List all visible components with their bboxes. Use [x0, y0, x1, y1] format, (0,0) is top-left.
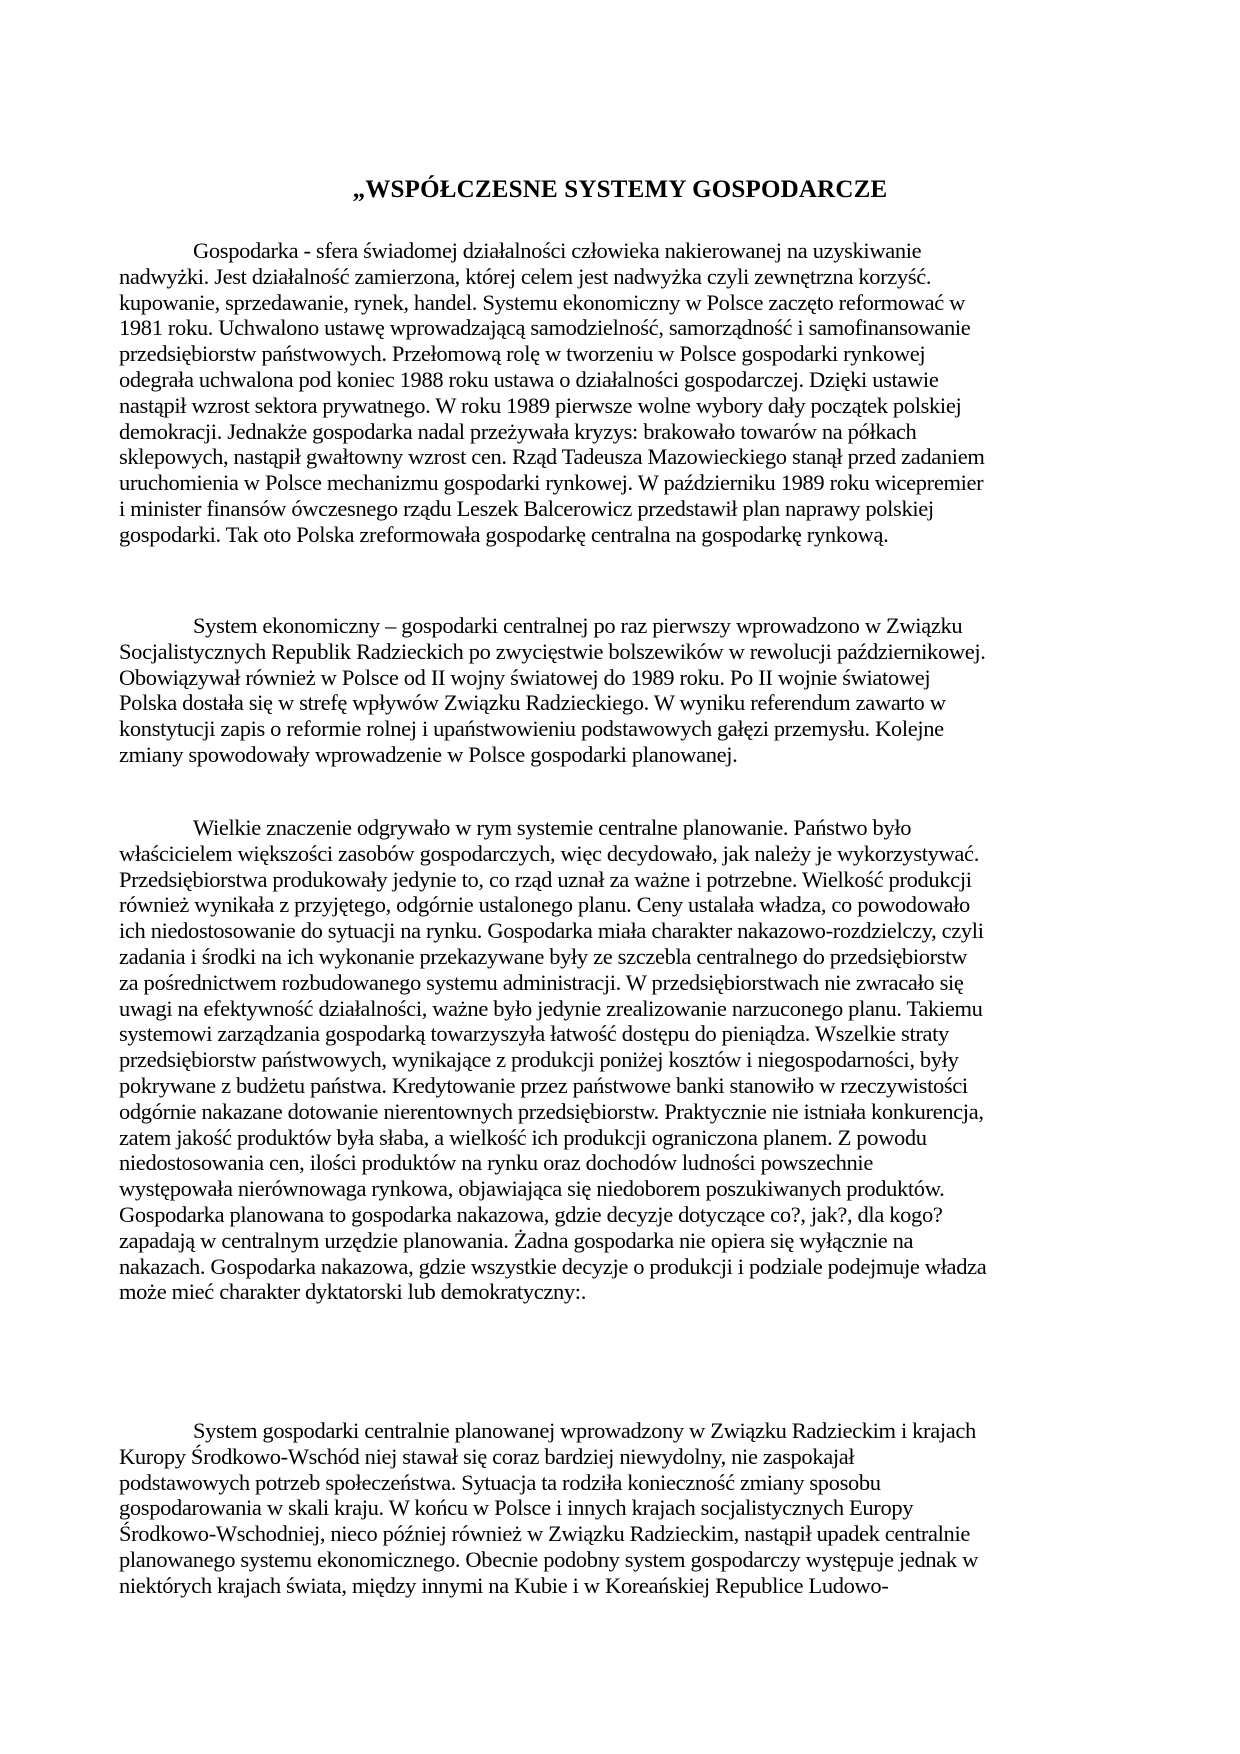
text-line: gospodarki. Tak oto Polska zreformowała gospodarkę centralna na gospodarkę rynkową. — [119, 521, 889, 547]
text-line: zatem jakość produktów była słaba, a wielkość ich produkcji ograniczona planem. Z powodu — [119, 1124, 927, 1150]
text-line: Wielkie znaczenie odgrywało w rym systemie centralne planowanie. Państwo było — [193, 815, 912, 840]
text-line: odgórnie nakazane dotowanie nierentownych przedsiębiorstw. Praktycznie nie istniała konkurencja, — [119, 1098, 984, 1124]
text-line: Socjalistycznych Republik Radzieckich po zwycięstwie bolszewików w rewolucji październikowej. — [119, 638, 986, 664]
text-line: przedsiębiorstw państwowych. Przełomową rolę w tworzeniu w Polsce gospodarki rynkowej — [119, 341, 926, 367]
text-line: nakazach. Gospodarka nakazowa, gdzie wszystkie decyzje o produkcji i podziale podejmuje władza — [119, 1253, 987, 1279]
text-line: konstytucji zapis o reformie rolnej i upaństwowieniu podstawowych gałęzi przemysłu. Kolejne — [119, 716, 944, 742]
text-line: planowanego systemu ekonomicznego. Obecnie podobny system gospodarczy występuje jednak w — [119, 1546, 978, 1572]
text-line: ich niedostosowanie do sytuacji na rynku. Gospodarka miała charakter nakazowo-rozdzielczy, czyli — [119, 918, 984, 944]
document-title: „WSPÓŁCZESNE SYSTEMY GOSPODARCZE — [352, 176, 888, 203]
text-line: zapadają w centralnym urzędzie planowania. Żadna gospodarka nie opiera się wyłącznie na — [119, 1227, 914, 1253]
text-line: Obowiązywał również w Polsce od II wojny światowej do 1989 roku. Po II wojnie światowej — [119, 664, 931, 690]
text-line: zmiany spowodowały wprowadzenie w Polsce gospodarki planowanej. — [119, 741, 738, 767]
paragraph-upadek-systemu — [119, 1418, 1129, 1599]
text-line: demokracji. Jednakże gospodarka nadal przeżywała kryzys: brakowało towarów na półkach — [119, 418, 917, 444]
text-line: i minister finansów ówczesnego rządu Leszek Balcerowicz przedstawił plan naprawy polskiej — [119, 495, 934, 521]
text-line: zadania i środki na ich wykonanie przekazywane były ze szczebla centralnego do przedsiębiorstw — [119, 943, 967, 969]
text-line: sklepowych, nastąpił gwałtowny wzrost cen. Rząd Tadeusza Mazowieckiego stanął przed zadaniem — [119, 444, 985, 470]
text-line: przedsiębiorstw państwowych, wynikające z produkcji poniżej kosztów i niegospodarności, były — [119, 1047, 959, 1073]
text-line: Polska dostała się w strefę wpływów Związku Radzieckiego. W wyniku referendum zawarto w — [119, 690, 946, 716]
text-line: Środkowo-Wschodniej, nieco później również w Związku Radzieckim, nastąpił upadek centralnie — [119, 1521, 970, 1547]
text-line: występowała nierównowaga rynkowa, objawiająca się niedoborem poszukiwanych produktów. — [119, 1176, 945, 1202]
text-line: systemowi zarządzania gospodarką towarzyszyła łatwość dostępu do pieniądza. Wszelkie straty — [119, 1021, 949, 1047]
text-line: gospodarowania w skali kraju. W końcu w Polsce i innych krajach socjalistycznych Europy — [119, 1495, 914, 1521]
text-line: Gospodarka - sfera świadomej działalności człowieka nakierowanej na uzyskiwanie — [193, 238, 922, 263]
text-line: nastąpił wzrost sektora prywatnego. W roku 1989 pierwsze wolne wybory dały początek polskiej — [119, 392, 962, 418]
paragraph-gospodarka — [119, 238, 1129, 548]
text-line: uruchomienia w Polsce mechanizmu gospodarki rynkowej. W październiku 1989 roku wicepremier — [119, 470, 984, 496]
text-line: nadwyżki. Jest działalność zamierzona, której celem jest nadwyżka czyli zewnętrzna korzyść. — [119, 263, 932, 289]
text-line: niektórych krajach świata, między innymi na Kubie i w Koreańskiej Republice Ludowo- — [119, 1572, 889, 1598]
text-line: Gospodarka planowana to gospodarka nakazowa, gdzie decyzje dotyczące co?, jak?, dla kogo? — [119, 1201, 943, 1227]
text-line: niedostosowania cen, ilości produktów na rynku oraz dochodów ludności powszechnie — [119, 1150, 873, 1176]
text-line: 1981 roku. Uchwalono ustawę wprowadzającą samodzielność, samorządność i samofinansowanie — [119, 315, 971, 341]
text-line: właścicielem większości zasobów gospodarczych, więc decydowało, jak należy je wykorzystywać. — [119, 840, 979, 866]
text-line: System gospodarki centralnie planowanej wprowadzony w Związku Radzieckim i krajach — [193, 1418, 976, 1443]
text-line: Kuropy Środkowo-Wschód niej stawał się coraz bardziej niewydolny, nie zaspokajał — [119, 1443, 855, 1469]
text-line: podstawowych potrzeb społeczeństwa. Sytuacja ta rodziła konieczność zmiany sposobu — [119, 1469, 881, 1495]
text-line: uwagi na efektywność działalności, ważne było jedynie zrealizowanie narzuconego planu. Takiemu — [119, 995, 983, 1021]
text-line: Przedsiębiorstwa produkowały jedynie to, co rząd uznał za ważne i potrzebne. Wielkość produkcji — [119, 866, 972, 892]
text-line: System ekonomiczny – gospodarki centralnej po raz pierwszy wprowadzono w Związku — [193, 613, 963, 638]
text-line: również wynikała z przyjętego, odgórnie ustalonego planu. Ceny ustalała władza, co powodowało — [119, 892, 970, 918]
text-line: pokrywane z budżetu państwa. Kredytowanie przez państwowe banki stanowiło w rzeczywistości — [119, 1072, 968, 1098]
text-line: kupowanie, sprzedawanie, rynek, handel. Systemu ekonomiczny w Polsce zaczęto reformować w — [119, 289, 966, 315]
text-line: może mieć charakter dyktatorski lub demokratyczny:. — [119, 1279, 586, 1305]
paragraph-centralne-planowanie — [119, 815, 1129, 1305]
text-line: odegrała uchwalona pod koniec 1988 roku ustawa o działalności gospodarczej. Dzięki ustawie — [119, 366, 939, 392]
text-line: za pośrednictwem rozbudowanego systemu administracji. W przedsiębiorstwach nie zwracało się — [119, 969, 964, 995]
paragraph-system-ekonomiczny — [119, 613, 1129, 768]
